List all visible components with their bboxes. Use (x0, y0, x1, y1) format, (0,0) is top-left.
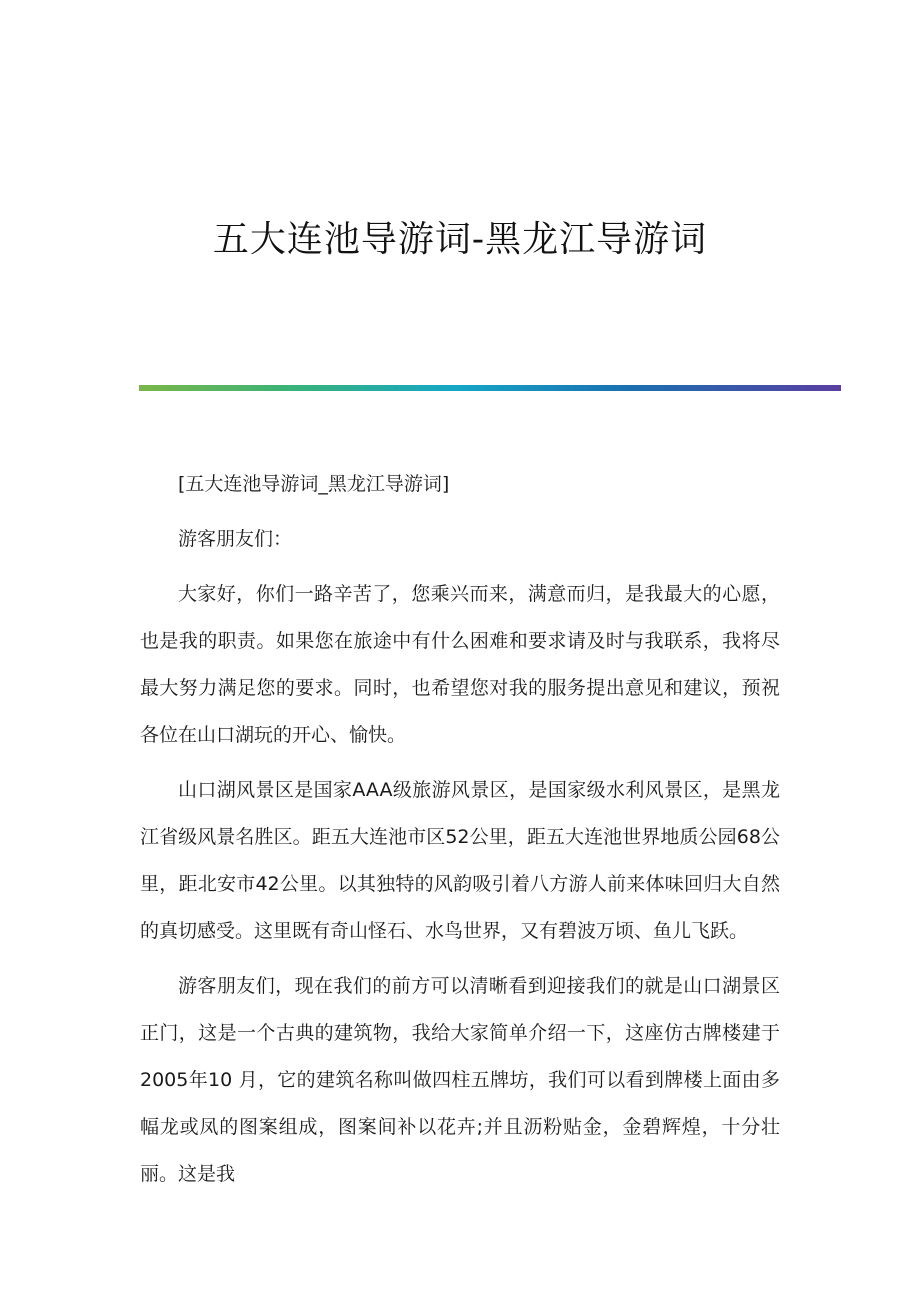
document-title: 五大连池导游词-黑龙江导游词 (212, 219, 708, 260)
gate-paragraph: 游客朋友们，现在我们的前方可以清晰看到迎接我们的就是山口湖景区正门，这是一个古典的建筑物，我给大家简单介绍一下，这座仿古牌楼建于2005年10 月，它的建筑名称叫做四柱五牌坊，我们可以看到牌楼上面由多幅龙或凤的图案组成，图案间补以花卉;并且沥粉贴金，金碧辉煌，十分壮丽。这是我 (140, 975, 780, 1185)
section-heading: [五大连池导游词_黑龙江导游词] (178, 473, 450, 495)
title-divider (139, 385, 841, 391)
scenic-area-paragraph: 山口湖风景区是国家AAA级旅游风景区，是国家级水利风景区，是黑龙江省级风景名胜区。距五大连池市区52公里，距五大连池世界地质公园68公里，距北安市42公里。以其独特的风韵吸引着八方游人前来体味回归大自然的真切感受。这里既有奇山怪石、水鸟世界，又有碧波万顷、鱼儿飞跃。 (140, 779, 780, 942)
greeting-paragraph: 游客朋友们： (178, 528, 293, 550)
document-body (140, 461, 780, 1206)
welcome-paragraph: 大家好，你们一路辛苦了，您乘兴而来，满意而归，是我最大的心愿，也是我的职责。如果您在旅途中有什么困难和要求请及时与我联系，我将尽最大努力满足您的要求。同时，也希望您对我的服务提出意见和建议，预祝各位在山口湖玩的开心、愉快。 (140, 583, 780, 746)
